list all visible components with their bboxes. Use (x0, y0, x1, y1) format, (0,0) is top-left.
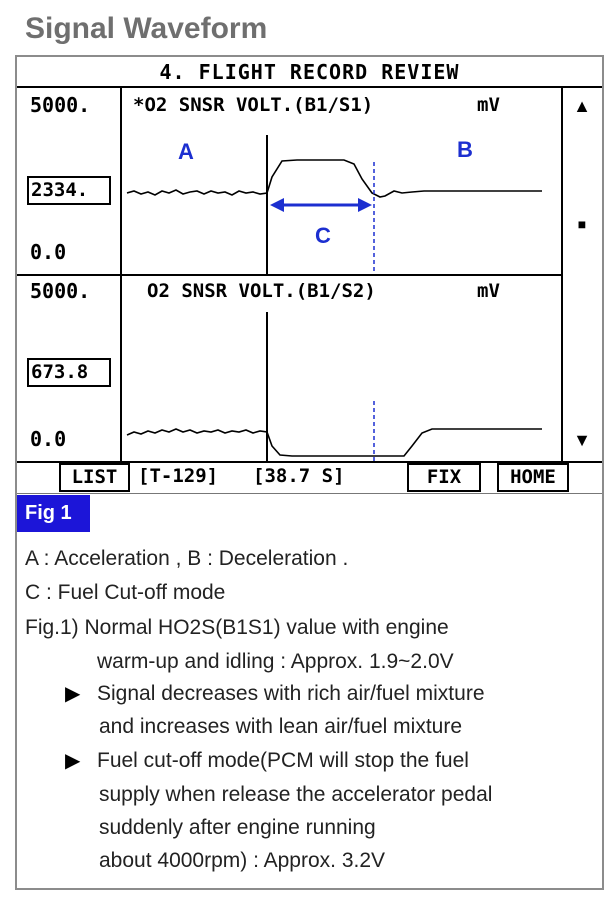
fix-button[interactable]: FIX (407, 463, 481, 492)
ch2-scale-min: 0.0 (30, 427, 67, 451)
record-time: [38.7 S] (253, 465, 345, 487)
scroll-up-icon[interactable]: ▲ (573, 96, 591, 116)
marker-c: C (315, 223, 331, 248)
list-button[interactable]: LIST (59, 463, 130, 492)
ch2-sensor-name: O2 SNSR VOLT.(B1/S2) (147, 280, 376, 302)
ch1-scale-min: 0.0 (30, 240, 67, 264)
ch2-unit: mV (477, 280, 500, 302)
marker-a: A (178, 139, 194, 164)
ch1-current-value: 2334. (27, 176, 111, 205)
description-line: C : Fuel Cut-off mode (25, 581, 226, 604)
page-title: Signal Waveform (25, 12, 268, 45)
ch1-unit: mV (477, 94, 500, 116)
ch1-trace (127, 160, 542, 197)
description-line: Signal decreases with rich air/fuel mixture (97, 682, 485, 705)
description-line: warm-up and idling : Approx. 1.9~2.0V (97, 650, 454, 673)
ch2-current-value: 673.8 (27, 358, 111, 387)
scanner-screen (17, 57, 602, 494)
ch1-waveform (122, 117, 562, 275)
ch2-waveform (122, 276, 562, 462)
ch2-trace (127, 429, 542, 456)
scroll-position-icon[interactable]: ■ (577, 216, 587, 232)
description-line: Fuel cut-off mode(PCM will stop the fuel (97, 749, 469, 772)
figure-frame (15, 55, 604, 890)
description-line: about 4000rpm) : Approx. 3.2V (99, 849, 386, 872)
description-line: suddenly after engine running (99, 816, 376, 839)
description-line: Fig.1) Normal HO2S(B1S1) value with engine (25, 616, 449, 639)
bullet-arrow-icon: ▶ (65, 750, 81, 772)
bullet-arrow-icon: ▶ (65, 683, 81, 705)
description-line: and increases with lean air/fuel mixture (99, 715, 463, 738)
description-line: A : Acceleration , B : Deceleration . (25, 547, 349, 570)
ch1-scale-max: 5000. (30, 93, 91, 117)
c-arrow-right-head (358, 198, 372, 212)
figure-label: Fig 1 (17, 495, 90, 532)
home-button[interactable]: HOME (497, 463, 569, 492)
ch2-scale-max: 5000. (30, 279, 91, 303)
description-line: supply when release the accelerator pedal (99, 783, 493, 806)
ch1-sensor-name: *O2 SNSR VOLT.(B1/S1) (133, 94, 374, 116)
screen-title: 4. FLIGHT RECORD REVIEW (17, 57, 602, 88)
marker-b: B (457, 137, 473, 162)
c-arrow-left-head (270, 198, 284, 212)
scroll-down-icon[interactable]: ▼ (573, 430, 591, 450)
record-id: [T-129] (138, 465, 219, 487)
